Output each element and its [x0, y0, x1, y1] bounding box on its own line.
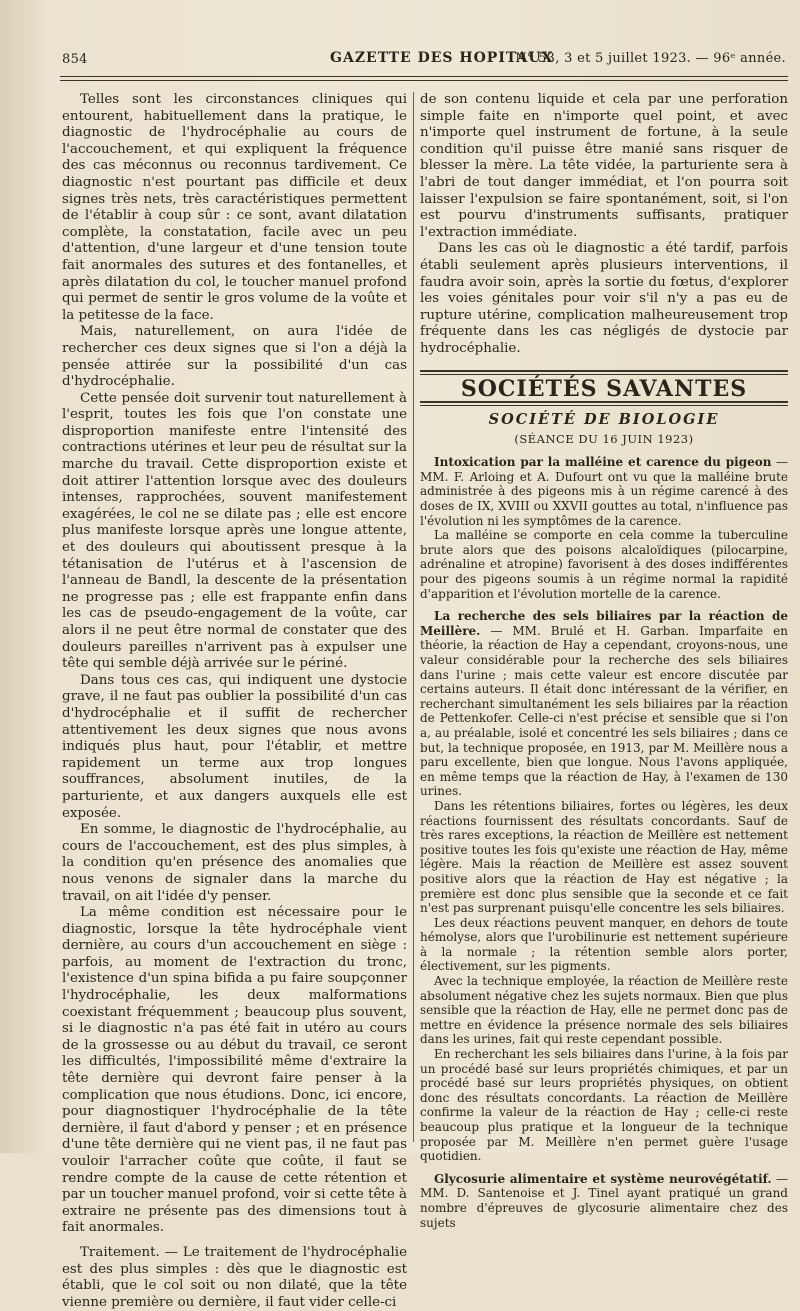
column-divider: [413, 92, 414, 1142]
article-body: La malléine se comporte en cela comme la tuberculine brute alors que des poisons alcaloïdiques (pilocarpine, adrénaline et atropine) favorisent à des doses indifférentes pour des pigeons soumis à un régime normal la rapidité d'apparition et l'évolution mortelle de la carence.: [420, 528, 788, 601]
issue-info: N° 53, 3 et 5 juillet 1923. — 96ᵉ année.: [515, 51, 786, 66]
article-body: Avec la technique employée, la réaction de Meillère reste absolument négative chez les sujets normaux. Bien que plus sensible que la réaction de Hay, elle ne permet donc pas de mettre en évidence la présence normale des sels biliaires dans les urines, fait qui reste cependant possible.: [420, 974, 788, 1047]
article-title: La recherche des sels biliaires par la réaction de Meillère.: [420, 609, 788, 638]
journal-title: GAZETTE DES HOPITAUX: [330, 50, 554, 66]
section-heading-box: [420, 370, 788, 407]
article-body: — MM. Brulé et H. Garban. Imparfaite en théorie, la réaction de Hay a cependant, croyons-nous, une valeur considérable pour la recherche des sels biliaires dans l'urine ; mais cette valeur est encore discutée par certains auteurs. Il était donc intéressant de la vérifier, en recherchant simultanément les sels biliaires par la réaction de Pettenkofer. Celle-ci n'est précise et sensible que si l'on a, au préalable, isolé et concentré les sels biliaires ; dans ce but, la technique proposée, en 1913, par M. Meillère nous a paru excellente, bien que longue. Nous l'avons appliquée, en même temps que la réaction de Hay, à l'examen de 130 urines.: [420, 623, 788, 799]
paragraph: La même condition est nécessaire pour le diagnostic, lorsque la tête hydrocéphale vient dernière, au cours d'un accouchement en siège : parfois, au moment de l'extraction du tronc, l'existence d'un spina bifida a pu faire soupçonner l'hydrocéphalie, les deux malformations coexistant fréquemment ; beaucoup plus souvent, si le diagnostic n'a pas été fait in utéro au cours de la grossesse ou au début du travail, ce seront les difficultés, l'impossibilité même d'extraire la tête dernière qui devront faire penser à la complication que nous étudions. Donc, ici encore, pour diagnostiquer l'hydrocéphalie de la tête dernière, il faut d'abord y penser ; et en présence d'une tête dernière qui ne vient pas, il ne faut pas vouloir l'arracher coûte que coûte, il faut se rendre compte de la cause de cette rétention et par un toucher manuel profond, voir si cette tête à extraire ne présente pas des dimensions tout à fait anormales.: [62, 905, 407, 1236]
article-body: — MM. F. Arloing et A. Dufourt ont vu que la malléine brute administrée à des pigeons mis à un régime carencé à des doses de IX, XVIII ou XXVII gouttes au total, n'influence pas l'évolution ni les symptômes de la carence.: [420, 455, 788, 528]
society-title: SOCIÉTÉ DE BIOLOGIE: [488, 411, 720, 429]
article-body: En recherchant les sels biliaires dans l'urine, à la fois par un procédé basé sur leurs propriétés chimiques, et par un procédé basé sur leurs propriétés physiques, on obtient donc des résultats concordants. La réaction de Meillère confirme la valeur de la réaction de Hay ; celle-ci reste beaucoup plus pratique et la longueur de la technique proposée par M. Meillère n'en permet guère l'usage quotidien.: [420, 1047, 788, 1164]
article-body: — MM. D. Santenoise et J. Tinel ayant pratiqué un grand nombre d'épreuves de glycosurie alimentaire chez des sujets: [420, 1171, 788, 1230]
article-body: Les deux réactions peuvent manquer, en dehors de toute hémolyse, alors que l'urobilinurie est nettement supérieure à la normale ; la rétention semble alors porter, électivement, sur les pigments.: [420, 915, 788, 974]
section-rule-bottom: [420, 401, 788, 406]
section-rule-top: [420, 370, 788, 375]
article: [420, 1172, 788, 1230]
article: [420, 455, 788, 601]
section-title: SOCIÉTÉS SAVANTES: [460, 375, 748, 402]
seance-date: (SÉANCE DU 16 JUIN 1923): [514, 431, 694, 446]
header-rule: [60, 76, 788, 77]
right-column: [420, 92, 788, 1230]
paragraph: Dans tous ces cas, qui indiquent une dystocie grave, il ne faut pas oublier la possibilité d'un cas d'hydrocéphalie et il suffit de rechercher attentivement les deux signes que nous avons indiqués plus haut, pour l'établir, et mettre rapidement un terme aux trop longues souffrances, absolument inutiles, de la parturiente, et aux dangers auxquels elle est exposée.: [62, 672, 407, 821]
paragraph: En somme, le diagnostic de l'hydrocéphalie, au cours de l'accouchement, est des plus simples, à la condition qu'en présence des anomalies que nous venons de signaler dans la marche du travail, on ait l'idée d'y penser.: [62, 822, 407, 904]
page-number: 854: [62, 52, 88, 67]
article: [420, 609, 788, 1164]
header-rule-thin: [60, 80, 788, 81]
paragraph: de son contenu liquide et cela par une perforation simple faite en n'importe quel point, et avec n'importe quel instrument de fortune, à la seule condition qu'il puisse être manié sans risquer de blesser la mère. La tête vidée, la parturiente sera à l'abri de tout danger immédiat, et l'on pourra soit laisser l'expulsion se faire spontanément, soit, si l'on est pourvu d'instruments suffisants, pratiquer l'extraction immédiate.: [420, 92, 788, 240]
paragraph: Mais, naturellement, on aura l'idée de rechercher ces deux signes que si l'on a déjà la pensée attirée sur la possibilité d'un cas d'hydrocéphalie.: [62, 324, 407, 390]
article-title: Glycosurie alimentaire et système neurovégétatif.: [434, 1171, 772, 1186]
paragraph: Cette pensée doit survenir tout naturellement à l'esprit, toutes les fois que l'on constate une disproportion manifeste entre l'intensité des contractions utérines et leur peu de résultat sur la marche du travail. Cette disproportion existe et doit attirer l'attention lorsque avec des douleurs intenses, rapprochées, souvent manifestement exagérées, le col ne se dilate pas ; elle est encore plus manifeste lorsque après une longue attente, et des douleurs qui aboutissent presque à la tétanisation de l'utérus et à l'ascension de l'anneau de Bandl, la descente de la présentation ne progresse pas ; elle est frappante enfin dans les cas de pseudo-engagement de la voûte, car alors il ne peut être normal de constater que des douleurs pareilles n'arrivent pas à expulser une tête qui semble déjà arrivée sur le périné.: [62, 390, 407, 672]
paragraph: Dans les cas où le diagnostic a été tardif, parfois établi seulement après plusieurs interventions, il faudra avoir soin, après la sortie du fœtus, d'explorer les voies génitales pour voir s'il n'y a pas eu de rupture utérine, complication malheureusement trop fréquente dans les cas négligés de dystocie par hydrocéphalie.: [420, 241, 788, 356]
article-title: Intoxication par la malléine et carence du pigeon: [434, 455, 772, 470]
page-header: [60, 50, 790, 74]
paragraph: Telles sont les circonstances cliniques qui entourent, habituellement dans la pratique, le diagnostic de l'hydrocéphalie au cours de l'accouchement, et qui expliquent la fréquence des cas méconnus ou reconnus tardivement. Ce diagnostic n'est pourtant pas difficile et deux signes très nets, très caractéristiques permettent de l'établir à coup sûr : ce sont, avant dilatation complète, la constatation, facile avec un peu d'attention, d'une largeur et d'une tension toute fait anormales des sutures et des fontanelles, et après dilatation du col, le toucher manuel profond qui permet de sentir le gros volume de la voûte et la petitesse de la face.: [62, 92, 407, 323]
paragraph-traitement: Traitement. — Le traitement de l'hydrocéphalie est des plus simples : dès que le diagnostic est établi, que le col soit ou non dilaté, que la tête vienne première ou dernière, il faut vider celle-ci: [62, 1244, 407, 1310]
left-column: [62, 92, 407, 1311]
article-body: Dans les rétentions biliaires, fortes ou légères, les deux réactions fournissent des résultats concordants. Sauf de très rares exceptions, la réaction de Meillère est nettement positive toutes les fois qu'existe une réaction de Hay, même légère. Mais la réaction de Meillère est assez souvent positive alors que la réaction de Hay est négative ; la première est donc plus sensible que la seconde et ce fait n'est pas surprenant puisqu'elle concentre les sels biliaires.: [420, 798, 788, 916]
